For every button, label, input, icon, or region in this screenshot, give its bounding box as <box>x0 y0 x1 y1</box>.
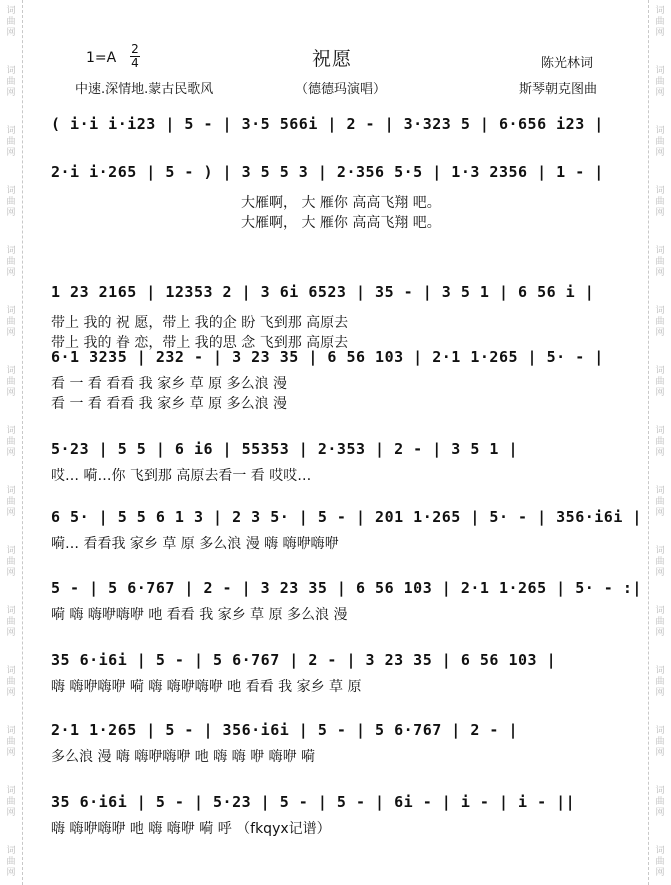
left-watermark-strip <box>0 0 23 885</box>
lyric-verse-2: 带上 我的 眷 恋，带上 我的思 念 飞到那 高原去 <box>51 335 349 351</box>
lyric-verse-1: 哎… 嗬…你 飞到那 高原去看一 看 哎哎… <box>51 468 312 484</box>
notation-line: 6·1 3235 | 232 - | 3 23 35 | 6 56 103 | 2·1 1·265 | 5· - | <box>51 348 604 366</box>
notation-line: 5 - | 5 6·767 | 2 - | 3 23 35 | 6 56 103 | 2·1 1·265 | 5· - :| <box>51 579 642 597</box>
lyric-verse-1: 带上 我的 祝 愿，带上 我的企 盼 飞到那 高原去 <box>51 315 349 331</box>
watermark-text: 词 曲 网 <box>6 726 16 758</box>
notation-line: 6 5· | 5 5 6 1 3 | 2 3 5· | 5 - | 201 1·265 | 5· - | 356·i6i | <box>51 508 642 526</box>
watermark-text: 词 曲 网 <box>6 366 16 398</box>
watermark-text: 词 曲 网 <box>6 486 16 518</box>
lyric-verse-1: 看 一 看 看看 我 家乡 草 原 多么浪 漫 <box>51 376 288 392</box>
notation-line: ( i·i i·i23 | 5 - | 3·5 566i | 2 - | 3·323 5 | 6·656 i23 | <box>51 115 604 133</box>
lyric-verse-2: 看 一 看 看看 我 家乡 草 原 多么浪 漫 <box>51 396 288 412</box>
watermark-text: 词 曲 网 <box>655 786 665 818</box>
song-title: 祝愿 <box>312 48 353 70</box>
notation-line: 35 6·i6i | 5 - | 5·23 | 5 - | 5 - | 6i - | i - | i - || <box>51 793 576 811</box>
watermark-text: 词 曲 网 <box>6 786 16 818</box>
watermark-text: 词 曲 网 <box>655 126 665 158</box>
composer-credit: 斯琴朝克图曲 <box>519 82 598 97</box>
lyric-verse-1: 嗨 嗨咿嗨咿 吔 嗨 嗨咿 嗬 呼 （fkqyx记谱） <box>51 821 331 837</box>
watermark-text: 词 曲 网 <box>655 606 665 638</box>
watermark-text: 词 曲 网 <box>6 126 16 158</box>
time-signature <box>130 44 140 69</box>
watermark-text: 词 曲 网 <box>655 726 665 758</box>
watermark-text: 词 曲 网 <box>6 306 16 338</box>
watermark-text: 词 曲 网 <box>6 846 16 878</box>
watermark-text: 词 曲 网 <box>655 366 665 398</box>
notation-line: 5·23 | 5 5 | 6 i6 | 55353 | 2·353 | 2 - | 3 5 1 | <box>51 440 519 458</box>
watermark-text: 词 曲 网 <box>655 666 665 698</box>
watermark-text: 词 曲 网 <box>655 66 665 98</box>
right-watermark-strip <box>648 0 671 885</box>
lyric-verse-1: 嗬… 看看我 家乡 草 原 多么浪 漫 嗨 嗨咿嗨咿 <box>51 536 339 552</box>
notation-line: 2·1 1·265 | 5 - | 356·i6i | 5 - | 5 6·767 | 2 - | <box>51 721 519 739</box>
notation-line: 1 23 2165 | 12353 2 | 3 6i 6523 | 35 - | 3 5 1 | 6 56 i | <box>51 283 595 301</box>
watermark-text: 词 曲 网 <box>6 426 16 458</box>
lyricist-credit: 陈光林词 <box>541 56 594 71</box>
watermark-text: 词 曲 网 <box>6 666 16 698</box>
time-sig-top: 2 <box>131 42 139 56</box>
watermark-text: 词 曲 网 <box>6 246 16 278</box>
watermark-text: 词 曲 网 <box>6 606 16 638</box>
lyric-verse-1: 多么浪 漫 嗨 嗨咿嗨咿 吔 嗨 嗨 咿 嗨咿 嗬 <box>51 749 316 765</box>
watermark-text: 词 曲 网 <box>6 546 16 578</box>
watermark-text: 词 曲 网 <box>6 6 16 38</box>
notation-line: 35 6·i6i | 5 - | 5 6·767 | 2 - | 3 23 35 | 6 56 103 | <box>51 651 557 669</box>
notation-line: 2·i i·265 | 5 - ) | 3 5 5 3 | 2·356 5·5 | 1·3 2356 | 1 - | <box>51 163 604 181</box>
lyric-verse-1: 嗬 嗨 嗨咿嗨咿 吔 看看 我 家乡 草 原 多么浪 漫 <box>51 607 348 623</box>
watermark-text: 词 曲 网 <box>6 66 16 98</box>
watermark-text: 词 曲 网 <box>655 846 665 878</box>
watermark-text: 词 曲 网 <box>655 6 665 38</box>
lyric-verse-1: 嗨 嗨咿嗨咿 嗬 嗨 嗨咿嗨咿 吔 看看 我 家乡 草 原 <box>51 679 362 695</box>
lyric-verse-2: 大雁啊， 大 雁你 高高飞翔 吧。 <box>241 215 441 231</box>
watermark-text: 词 曲 网 <box>6 186 16 218</box>
singer-credit: （德德玛演唱） <box>295 82 387 97</box>
watermark-text: 词 曲 网 <box>655 486 665 518</box>
tempo-style: 中速.深情地.蒙古民歌风 <box>75 82 214 97</box>
lyric-verse-1: 大雁啊， 大 雁你 高高飞翔 吧。 <box>241 195 441 211</box>
watermark-text: 词 曲 网 <box>655 246 665 278</box>
watermark-text: 词 曲 网 <box>655 426 665 458</box>
watermark-text: 词 曲 网 <box>655 306 665 338</box>
watermark-text: 词 曲 网 <box>655 186 665 218</box>
watermark-text: 词 曲 网 <box>655 546 665 578</box>
key-signature: 1=A <box>86 50 117 66</box>
time-sig-bottom: 4 <box>131 56 139 70</box>
